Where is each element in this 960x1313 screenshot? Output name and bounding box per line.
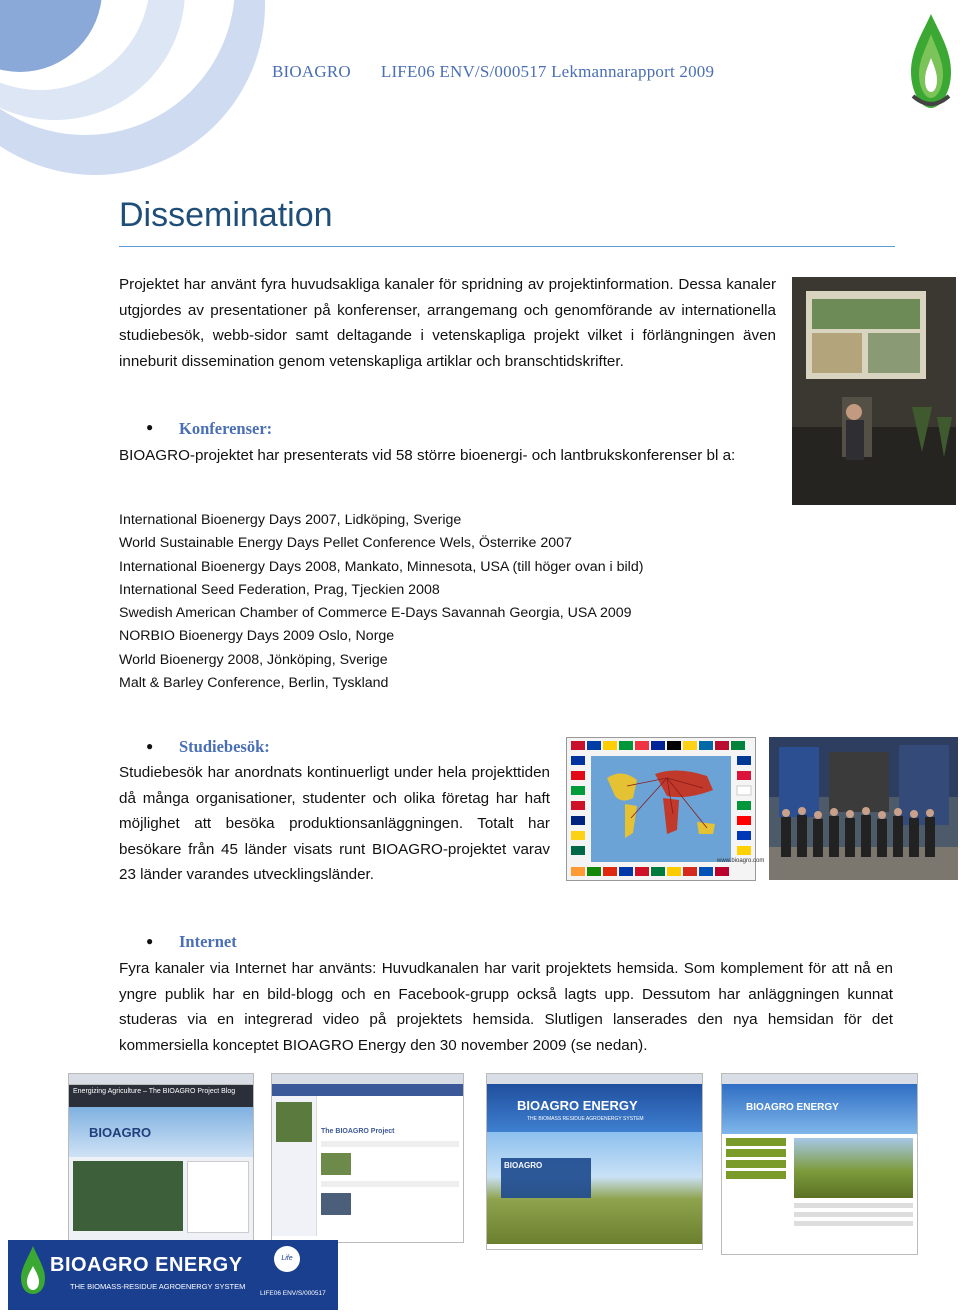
browser-toolbar [69, 1074, 253, 1085]
bullet-dot-icon: ● [146, 420, 154, 434]
facebook-left-column [272, 1096, 317, 1236]
studiebesok-text: Studiebesök har anordnats kontinuerligt under hela projekttiden då många organisationer, studenter och olika företag har haft möjlighet att besöka produktionsanläggningen. Totalt har besökare från 45 länder visats runt BIOAGRO-projektet varav 23 länder varandes utvecklingsländer. [119, 764, 550, 884]
site2-menu-item [726, 1149, 786, 1157]
blog-brand: BIOAGRO [89, 1125, 152, 1140]
list-item: International Bioenergy Days 2008, Mankato, Minnesota, USA (till höger ovan i bild) [119, 558, 644, 575]
facebook-post-line [321, 1181, 459, 1187]
conference-photo-illustration [792, 277, 956, 505]
facebook-group-name: The BIOAGRO Project [321, 1128, 395, 1135]
header-left: BIOAGRO [272, 62, 351, 81]
footer-life-code: LIFE06 ENV/S/000517 [260, 1290, 326, 1297]
site2-menu-item [726, 1160, 786, 1168]
site-field-image [487, 1132, 702, 1244]
header-right: LIFE06 ENV/S/000517 Lekmannarapport 2009 [380, 62, 715, 81]
list-item: World Bioenergy 2008, Jönköping, Sverige [119, 651, 388, 668]
site2-text-line [794, 1221, 913, 1226]
flags-map-illustration [567, 738, 765, 880]
footer-tagline: THE BIOMASS-RESIDUE AGROENERGY SYSTEM [70, 1282, 246, 1291]
facebook-main-column [317, 1096, 463, 1236]
facebook-post-thumb [321, 1153, 351, 1175]
facebook-header-bar [272, 1084, 463, 1096]
list-item: World Sustainable Energy Days Pellet Conference Wels, Österrike 2007 [119, 535, 572, 552]
group-photo-illustration [769, 737, 958, 880]
browser-toolbar [722, 1074, 917, 1084]
internet-heading: Internet [179, 932, 237, 951]
internet-bullet [146, 932, 153, 950]
konferenser-list [119, 509, 643, 695]
site-tagline: THE BIOMASS RESIDUE AGROENERGY SYSTEM [527, 1116, 644, 1122]
site-banner [487, 1084, 702, 1132]
konferenser-bullet [146, 418, 153, 436]
list-item: International Seed Federation, Prag, Tjeckien 2008 [119, 581, 440, 598]
site2-content [790, 1134, 917, 1230]
footer-logo-banner [8, 1240, 338, 1310]
bioagro-energy-site-screenshot [486, 1073, 703, 1250]
conference-photo [792, 277, 956, 505]
bullet-dot-icon: ● [146, 934, 154, 948]
facebook-post-thumb [321, 1193, 351, 1215]
site2-body [722, 1134, 917, 1230]
blog-banner [69, 1107, 253, 1157]
studiebesok-heading: Studiebesök: [179, 737, 270, 756]
bioagro-drop-logo [905, 12, 957, 112]
site2-photo [794, 1138, 913, 1198]
list-item: Malt & Barley Conference, Berlin, Tyskland [119, 675, 389, 692]
site2-menu-item [726, 1171, 786, 1179]
facebook-profile-image [276, 1102, 312, 1142]
blog-title: Energizing Agriculture – The BIOAGRO Project Blog [69, 1085, 253, 1107]
site2-menu-item [726, 1138, 786, 1146]
list-item: International Bioenergy Days 2007, Lidköping, Sverige [119, 512, 462, 528]
site2-banner [722, 1084, 917, 1134]
visitor-group-photo [769, 737, 958, 880]
footer-drop-icon [18, 1244, 48, 1296]
browser-toolbar [272, 1074, 463, 1084]
facebook-screenshot [271, 1073, 464, 1243]
corner-arcs-decoration [0, 0, 280, 200]
site2-brand: BIOAGRO ENERGY [746, 1102, 839, 1113]
page-title: Dissemination [119, 196, 333, 234]
konferenser-text: BIOAGRO-projektet har presenterats vid 58 större bioenergi- och lantbrukskonferenser bl a: [119, 447, 736, 464]
facebook-body [272, 1096, 463, 1236]
bioagro-energy-site2-screenshot [721, 1073, 918, 1255]
blog-photo [73, 1161, 183, 1231]
internet-text: Fyra kanaler via Internet har använts: Huvudkanalen har varit projektets hemsida. Som komplement för att nå en yngre publik har en bild-blogg och en Facebook-grupp också lagts upp. Dessutom har anläggningen kunnat studeras via en integrerad video på projektets hemsida. Slutligen lanserades den nya hemsidan för det kommersiella konceptet BIOAGRO Energy den 30 november 2009 (se nedan). [119, 960, 893, 1054]
title-divider [119, 246, 895, 247]
site2-text-line [794, 1203, 913, 1208]
visitor-countries-map [566, 737, 765, 881]
blog-screenshot [68, 1073, 254, 1243]
site2-text-line [794, 1212, 913, 1217]
bullet-dot-icon: ● [146, 739, 154, 753]
konferenser-heading: Konferenser: [179, 419, 273, 438]
list-item: NORBIO Bioenergy Days 2009 Oslo, Norge [119, 628, 395, 645]
site2-menu [722, 1134, 790, 1230]
blog-body [69, 1157, 253, 1237]
blog-sidebar [187, 1161, 249, 1233]
map-credit: www.bioagro.com [717, 858, 765, 864]
site-overlay-box: BIOAGRO [501, 1158, 591, 1198]
footer-brand: BIOAGRO ENERGY [50, 1254, 243, 1276]
intro-paragraph: Projektet har använt fyra huvudsakliga kanaler för spridning av projektinformation. Dessa kanaler utgjordes av presentationer på konferenser, arrangemang och genomförande av internationella studiebesök, webb-sidor samt deltagande i vetenskapliga projekt vilket i förlängningen även inneburit dissemination genom vetenskapliga artiklar och branschtidskrifter. [119, 276, 776, 370]
browser-toolbar [487, 1074, 702, 1084]
studiebesok-bullet [146, 737, 153, 755]
site-brand: BIOAGRO ENERGY [517, 1098, 638, 1113]
life-logo: Life [274, 1246, 300, 1272]
facebook-post-line [321, 1141, 459, 1147]
flag-row-top [571, 741, 745, 750]
list-item: Swedish American Chamber of Commerce E-Days Savannah Georgia, USA 2009 [119, 605, 632, 622]
page-header [272, 62, 744, 82]
